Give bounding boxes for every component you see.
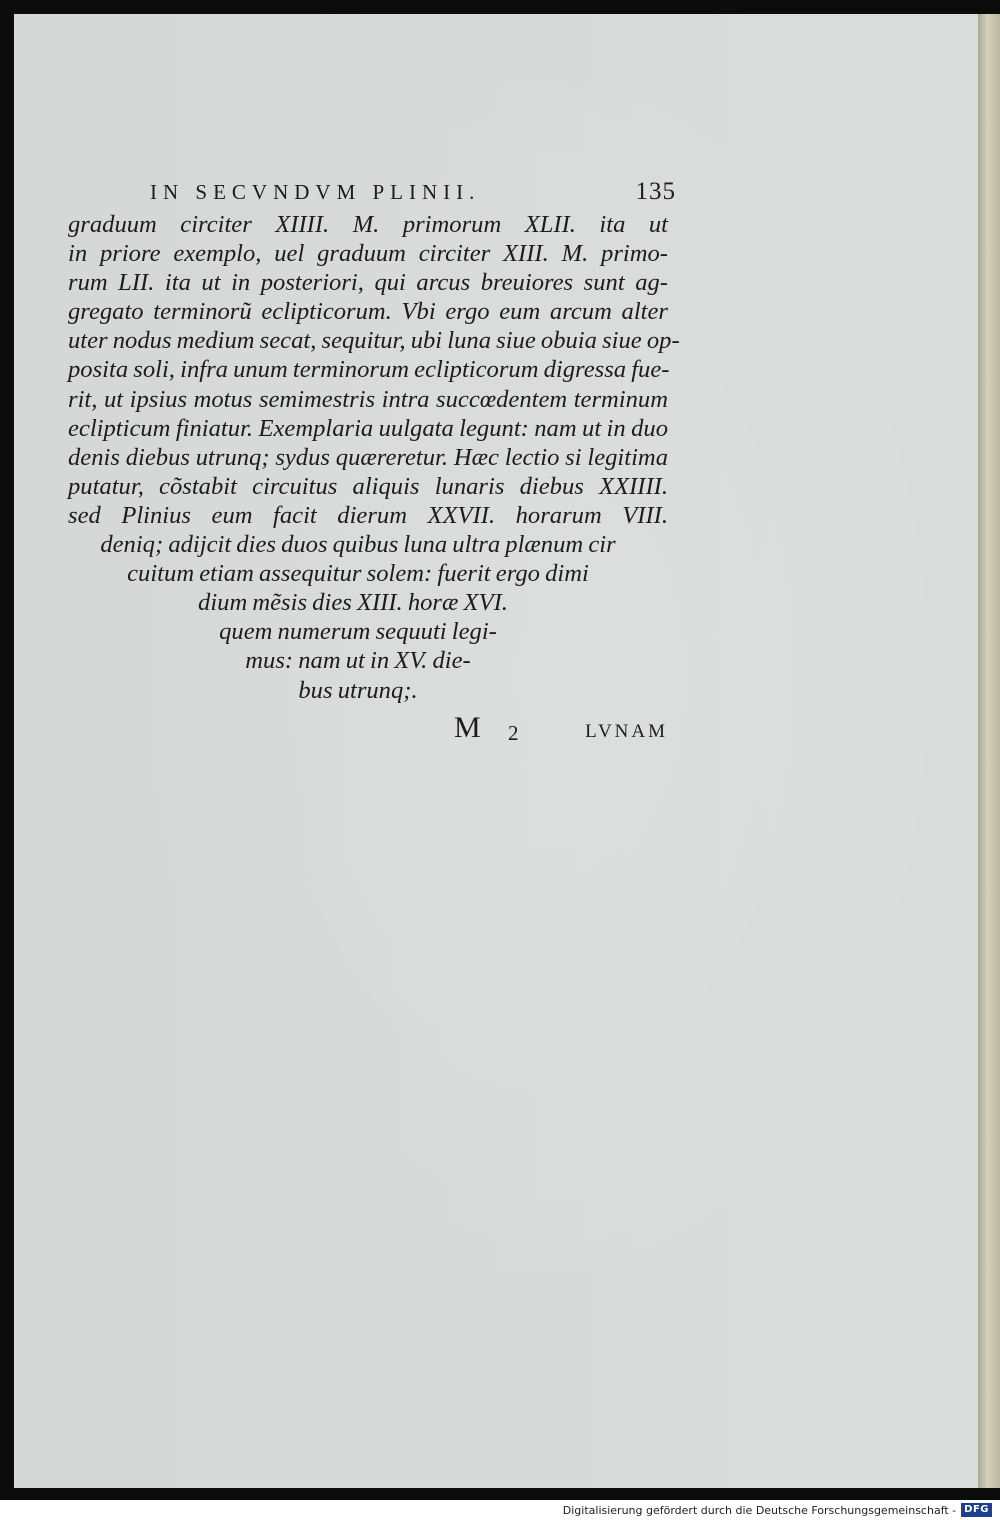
text-line: in priore exemplo, uel graduum circiter XIII. M. primo-	[68, 240, 668, 268]
text-line: sed Plinius eum facit dierum XXVII. horarum VIII.	[68, 501, 668, 529]
text-line: putatur, cõstabit circuitus aliquis lunaris diebus XXIIII.	[68, 472, 668, 500]
dfg-logo: DFG	[961, 1503, 992, 1517]
text-line: rum LII. ita ut in posteriori, qui arcus breuiores sunt ag-	[68, 269, 668, 297]
taper-line: deniq; adijcit dies duos quibus luna ultra plænum cir	[100, 531, 616, 559]
catchword: LVNAM	[585, 720, 668, 742]
text-line: graduum circiter XIIII. M. primorum XLII. ita ut	[68, 211, 668, 238]
text-line: rit, ut ipsius motus semimestris intra succœdentem terminum	[68, 385, 668, 413]
page-footer	[68, 711, 668, 755]
taper-line: dium mẽsis dies XIII. horæ XVI.	[198, 589, 508, 617]
book-page	[14, 14, 978, 1488]
text-line: uter nodus medium secat, sequitur, ubi luna siue obuia siue op-	[68, 327, 680, 355]
taper-line: bus utrunq;.	[298, 676, 418, 704]
page-header	[68, 174, 676, 210]
page-edge	[978, 14, 1000, 1488]
folio-number: 135	[635, 178, 676, 205]
taper-line: cuitum etiam assequitur solem: fuerit ergo dimi	[127, 560, 589, 588]
signature-mark: M	[454, 710, 481, 744]
text-column	[68, 174, 680, 755]
text-line: eclipticum finiatur. Exemplaria uulgata legunt: nam ut in duo	[68, 414, 668, 442]
text-line: denis diebus utrunq; sydus quæreretur. Hæc lectio si legitima	[68, 443, 668, 471]
signature-number: 2	[508, 720, 519, 745]
digitization-credit	[563, 1503, 992, 1517]
credit-text: Digitalisierung gefördert durch die Deutsche Forschungsgemeinschaft -	[562, 1503, 957, 1517]
running-title: IN SECVNDVM PLINII.	[150, 180, 481, 204]
taper-line: quem numerum sequuti legi-	[219, 618, 497, 646]
text-line: gregato terminorũ eclipticorum. Vbi ergo eum arcum alter	[68, 298, 668, 326]
taper-line: mus: nam ut in XV. die-	[245, 647, 471, 675]
text-line: posita soli, infra unum terminorum eclipticorum digressa fue-	[68, 356, 670, 384]
